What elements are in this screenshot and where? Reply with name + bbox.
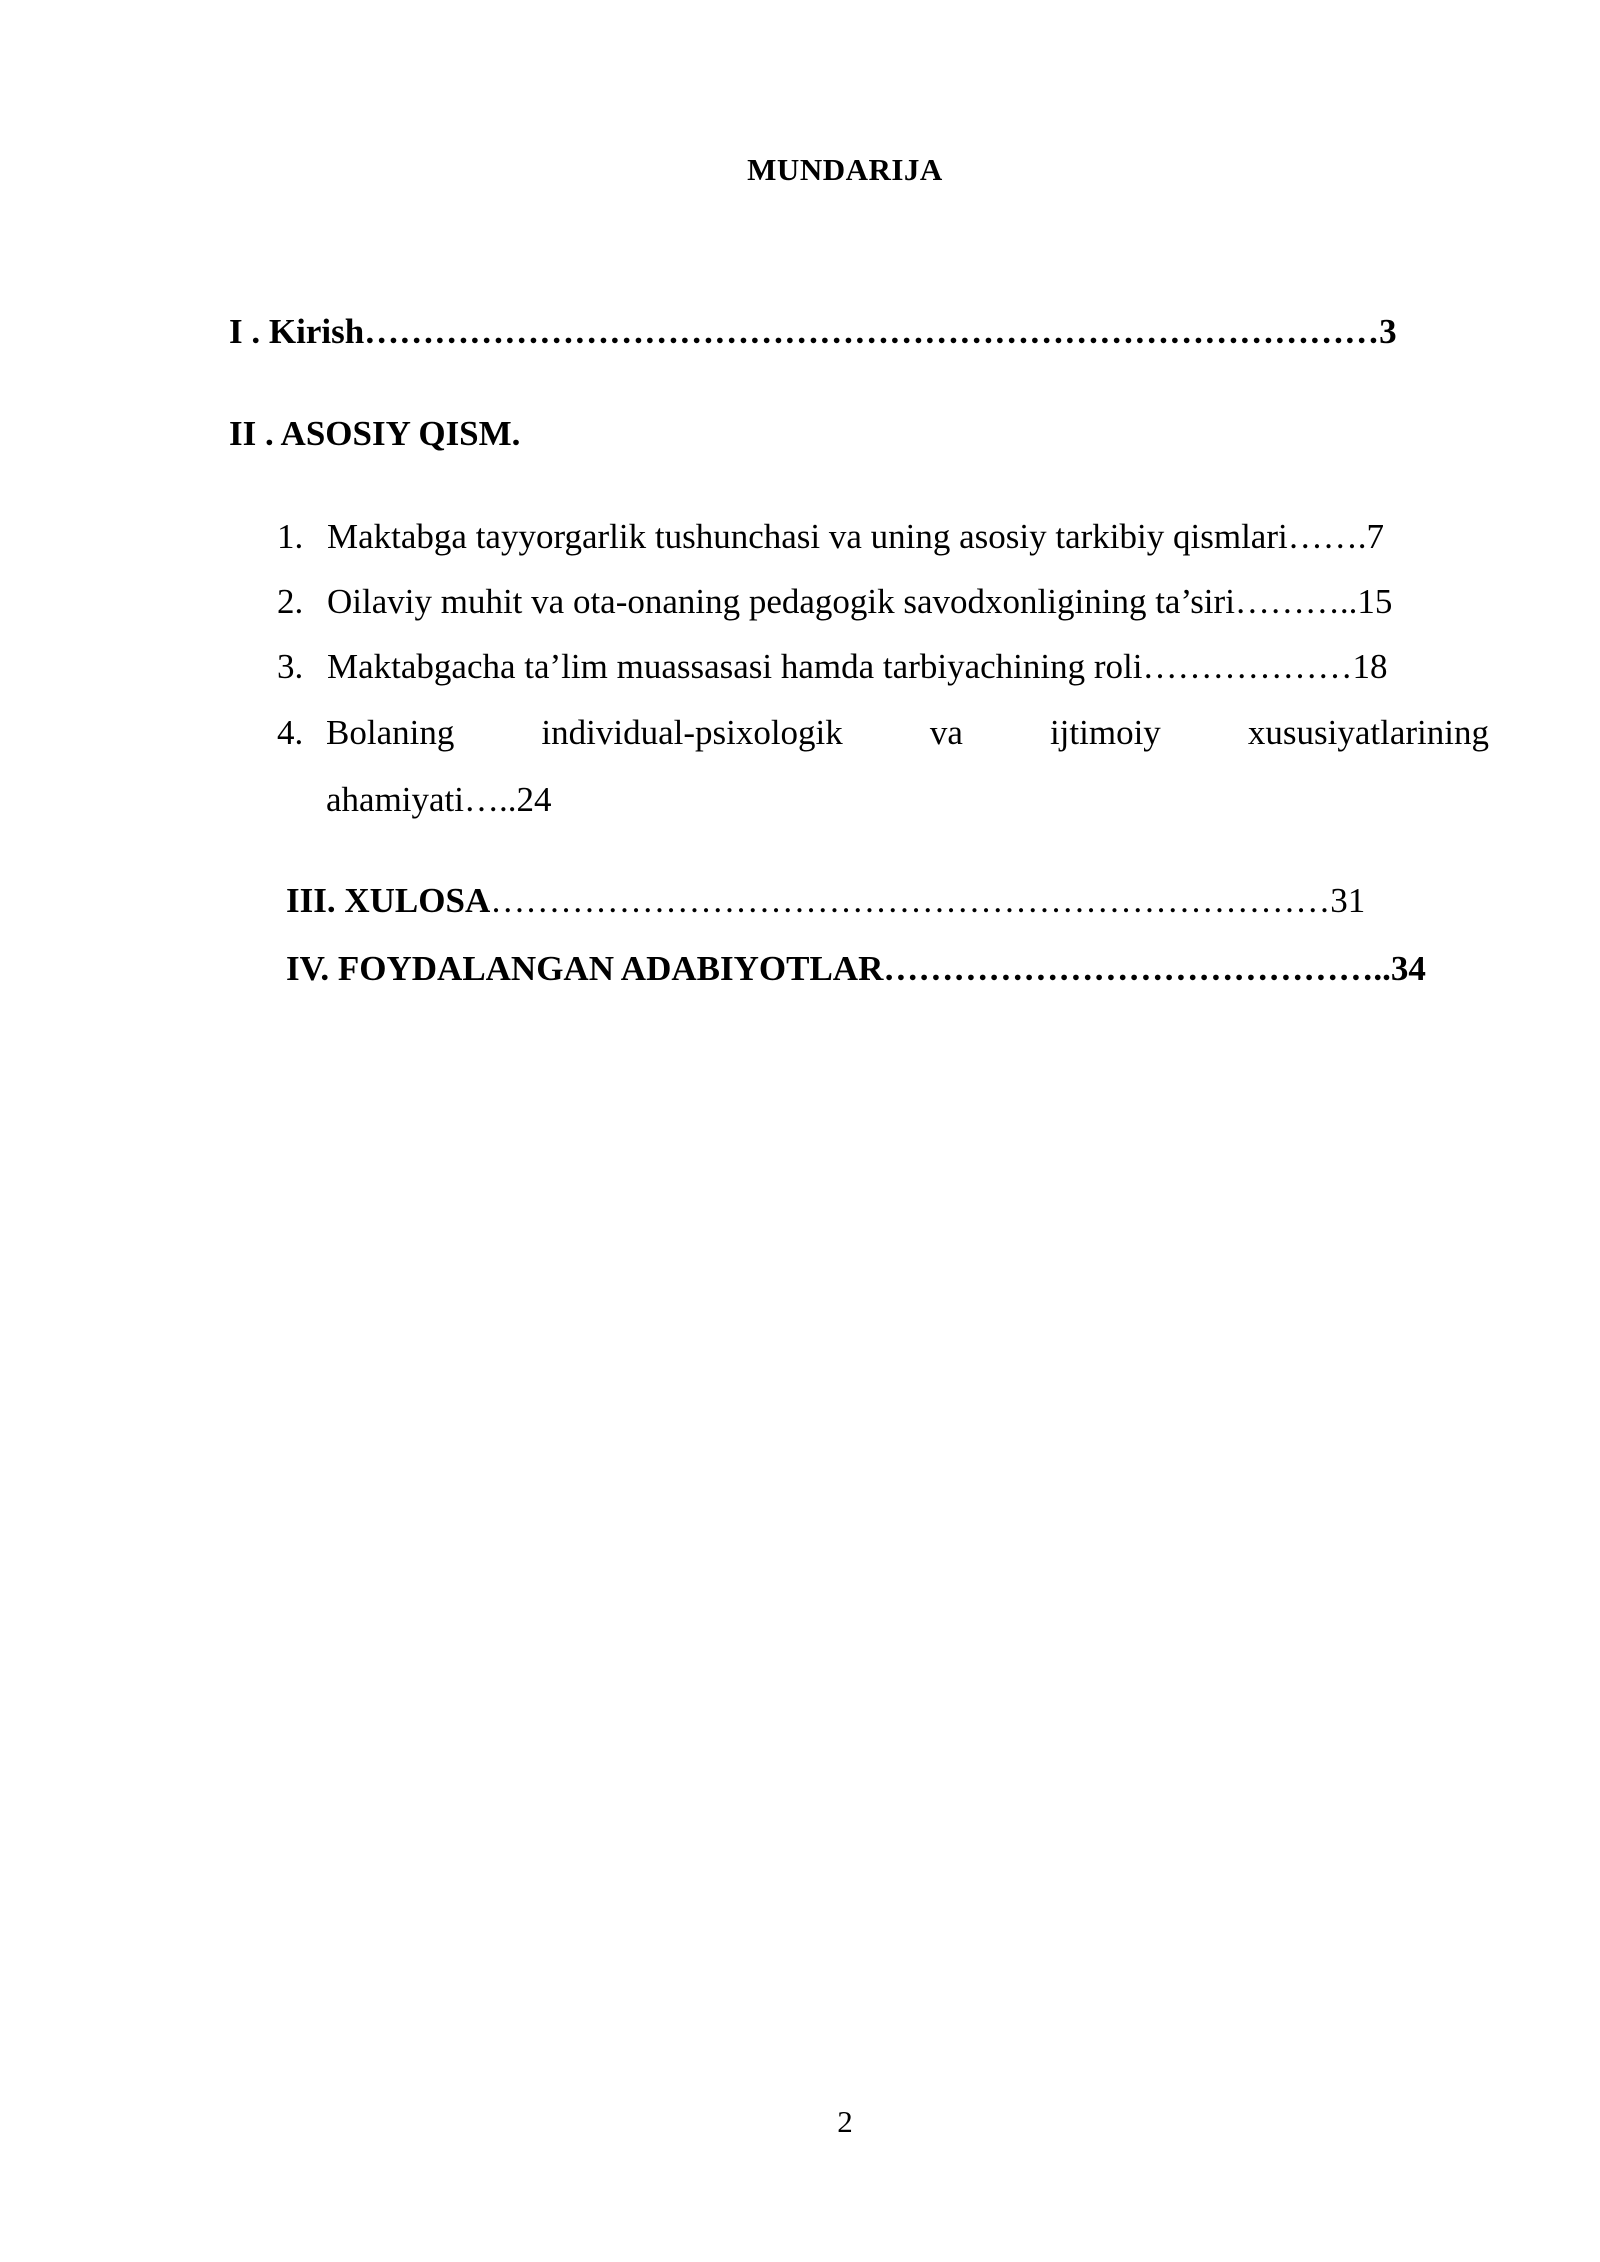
toc-word: individual-psixologik: [541, 713, 843, 752]
list-number: 3.: [277, 647, 304, 686]
toc-word: va: [929, 713, 963, 752]
toc-leader-dots: ………………: [1142, 647, 1353, 686]
toc-leader-dots: …..: [464, 780, 517, 819]
toc-entry-label: III. XULOSA: [286, 881, 491, 920]
toc-word: xususiyatlarining: [1247, 713, 1489, 752]
toc-leader-dots: ………………………………………………………………: [490, 881, 1331, 920]
toc-subentry-1: [277, 517, 1384, 557]
toc-page-number: 34: [1390, 949, 1426, 988]
toc-entry-label: II . ASOSIY QISM.: [229, 414, 521, 453]
toc-page-number: 15: [1357, 582, 1393, 621]
list-number: 4.: [277, 713, 304, 752]
toc-subentry-2: [277, 582, 1392, 622]
toc-entry-text: Maktabgacha ta’lim muassasasi hamda tarbiyachining roli: [327, 647, 1143, 686]
page-title: MUNDARIJA: [747, 152, 943, 187]
toc-leader-dots: ……………………………………..: [883, 949, 1391, 988]
list-number: 1.: [277, 517, 304, 556]
toc-entry-text: Oilaviy muhit va ota-onaning pedagogik savodxonligining ta’siri: [327, 582, 1235, 621]
toc-entry-label: IV. FOYDALANGAN ADABIYOTLAR: [286, 949, 884, 988]
toc-page-number: 7: [1366, 517, 1384, 556]
toc-section-asosiy: [229, 414, 520, 454]
toc-leader-dots: ……………………………………………………………………………: [364, 312, 1380, 351]
toc-entry-label: I . Kirish: [229, 312, 365, 351]
toc-subentry-4-line2: [326, 780, 552, 820]
toc-word: Bolaning: [326, 713, 455, 752]
toc-entry-text: ahamiyati: [326, 780, 465, 819]
toc-leader-dots: ………..: [1234, 582, 1358, 621]
toc-subentry-3: [277, 647, 1387, 687]
toc-entry-kirish: [229, 312, 1397, 352]
toc-page-number: 3: [1379, 312, 1397, 351]
list-number: 2.: [277, 582, 304, 621]
toc-page-number: 31: [1330, 881, 1366, 920]
toc-entry-xulosa: [286, 881, 1365, 921]
page-number: 2: [837, 2104, 853, 2139]
toc-subentry-4-line1: [326, 713, 1489, 753]
toc-leader-dots: …….: [1287, 517, 1367, 556]
toc-entry-adabiyotlar: [286, 949, 1426, 989]
toc-entry-text: Maktabga tayyorgarlik tushunchasi va uning asosiy tarkibiy qismlari: [327, 517, 1288, 556]
toc-page-number: 18: [1352, 647, 1388, 686]
toc-subentry-4-number: [277, 713, 327, 753]
toc-word: ijtimoiy: [1049, 713, 1161, 752]
toc-page-number: 24: [516, 780, 552, 819]
